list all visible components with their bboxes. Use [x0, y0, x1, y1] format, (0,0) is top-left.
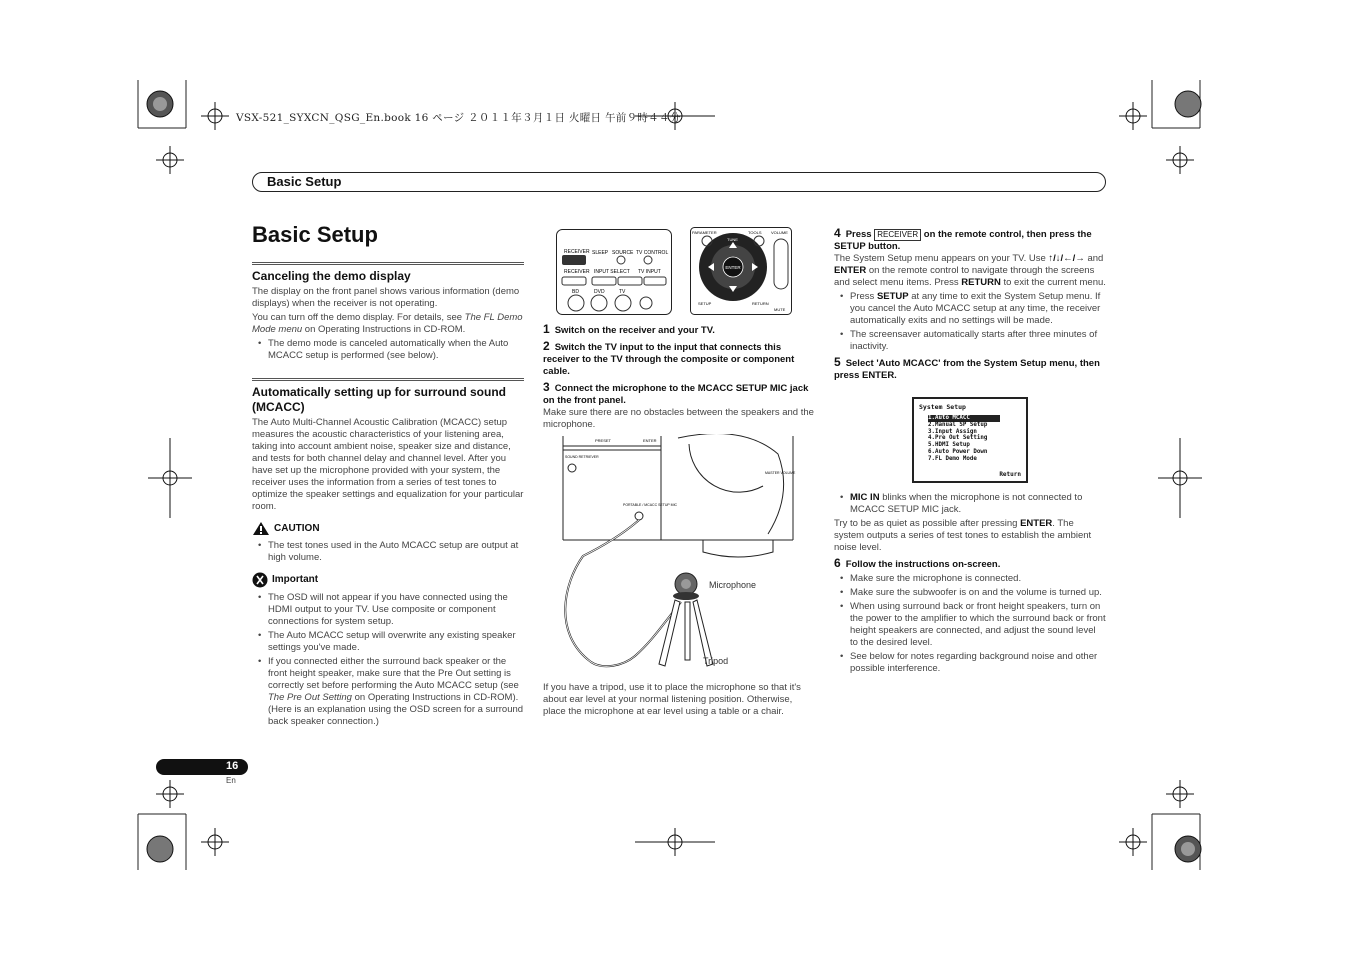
step-6-bullets [834, 573, 1106, 675]
tripod-note: If you have a tripod, use it to place the microphone so that it's about ear level at your normal listening position. Otherwise, place the microphone at ear level using a table or a chair. [543, 682, 801, 717]
remote-label-tune: TUNE [727, 237, 738, 242]
remote-illustration-left [556, 229, 672, 315]
system-setup-osd [912, 397, 1028, 483]
list-item: • The demo mode is canceled automatically when the Auto MCACC setup is performed (see below). [252, 338, 524, 362]
remote-label-receiver-2: RECEIVER [564, 269, 590, 275]
list-item: • See below for notes regarding background noise and other possible interference. [834, 651, 1106, 675]
panel-label-master-volume: MASTER VOLUME [765, 471, 796, 475]
osd-menu-item: 2.Manual SP Setup [928, 421, 988, 428]
list-item: • The screensaver automatically starts after three minutes of inactivity. [834, 329, 1106, 353]
demo-paragraph-1: The display on the front panel shows various information (demo displays) when the receiver is not operating. [252, 286, 520, 309]
important-bullets [252, 592, 524, 728]
remote-label-mute: MUTE [774, 307, 786, 312]
label-microphone: Microphone [709, 580, 757, 590]
panel-label-preset: PRESET [595, 438, 612, 443]
important-icon [252, 572, 268, 588]
step-5: 5 Select 'Auto MCACC' from the System Setup menu, then press ENTER. [834, 355, 1100, 381]
remote-label-tv-input: TV INPUT [638, 269, 661, 275]
demo-heading: Canceling the demo display [252, 269, 411, 283]
panel-label-mic-jack: PORTABLE / MCACC SETUP MIC [623, 503, 678, 507]
remote-label-sleep: SLEEP [592, 250, 609, 256]
osd-menu [928, 415, 1000, 463]
label-tripod: Tripod [703, 656, 729, 666]
mcacc-heading: Automatically setting up for surround sound (MCACC) [252, 385, 507, 414]
page-title: Basic Setup [252, 222, 378, 247]
mic-in-bullets [834, 492, 1106, 516]
list-item: • The Auto MCACC setup will overwrite any existing speaker settings you've made. [252, 630, 524, 654]
mic-setup-illustration [543, 434, 815, 674]
step-4: 4 Press RECEIVER on the remote control, then press the SETUP button. [834, 226, 1092, 252]
section-header-bar [252, 172, 1106, 192]
column-left [252, 262, 524, 730]
remote-label-dvd: DVD [594, 289, 605, 295]
step-3: 3 Connect the microphone to the MCACC SETUP MIC jack on the front panel. [543, 380, 809, 406]
caution-label-row [252, 521, 524, 536]
important-label: Important [272, 574, 319, 585]
section-header-label: Basic Setup [267, 174, 342, 189]
caution-bullets [252, 540, 524, 564]
remote-label-setup: SETUP [698, 301, 712, 306]
column-middle [543, 320, 815, 433]
print-header: VSX-521_SYXCN_QSG_En.book 16 ページ ２０１１年３月１日 火曜日 午前９時４４分 [236, 112, 681, 124]
list-item: • The OSD will not appear if you have connected using the HDMI output to your TV. Use composite or component connections for system setup. [252, 592, 524, 628]
remote-label-parameter: PARAMETER [692, 230, 717, 235]
page-number: 16 [226, 760, 239, 772]
osd-menu-item: 3.Input Assign [928, 428, 977, 435]
caution-label: CAUTION [274, 522, 320, 534]
osd-return: Return [999, 471, 1021, 478]
osd-menu-item: 5.HDMI Setup [928, 442, 970, 449]
remote-label-input-select: INPUT SELECT [594, 269, 630, 275]
remote-label-tv: TV [619, 289, 626, 295]
step-3-note: Make sure there are no obstacles between the speakers and the microphone. [543, 407, 814, 430]
remote-label-tv-control: TV CONTROL [636, 250, 669, 256]
step-1: 1 Switch on the receiver and your TV. [543, 322, 715, 336]
osd-menu-item-auto-mcacc: 1.Auto MCACC [928, 415, 1000, 422]
list-item: • Press SETUP at any time to exit the System Setup menu. If you cancel the Auto MCACC setup at any time, the receiver automatically exits and no settings will be made. [834, 291, 1106, 327]
step-6: 6 Follow the instructions on-screen. [834, 556, 1001, 570]
column-right [834, 224, 1106, 382]
list-item: • Make sure the microphone is connected. [834, 573, 1106, 585]
list-item: • MIC IN blinks when the microphone is not connected to MCACC SETUP MIC jack. [834, 492, 1106, 516]
osd-title: System Setup [919, 403, 966, 411]
remote-illustration-right [690, 227, 792, 315]
panel-label-sound-retriever: SOUND RETRIEVER [565, 455, 599, 459]
remote-label-source: SOURCE [612, 250, 634, 256]
demo-paragraph-2: You can turn off the demo display. For details, see The FL Demo Mode menu on Operating Instructions in CD-ROM. [252, 312, 523, 335]
remote-label-tools: TOOLS [748, 230, 762, 235]
list-item: • If you connected either the surround back speaker or the front height speaker, make sure that the Pre Out setting is correctly set before performing the Auto MCACC setup (see The Pre Out Setting on Operating Instructions in CD-ROM). (Here is an explanation using the OSD screen for a surround back speaker connection.) [252, 656, 524, 728]
remote-label-bd: BD [572, 289, 579, 295]
mcacc-paragraph: The Auto Multi-Channel Acoustic Calibration (MCACC) setup measures the acoustic characteristics of your listening area, taking into account ambient noise, speaker size and distance, and tests for both channel delay and channel level. After you have set up the microphone provided with your system, the receiver uses the information from a series of test tones to optimize the speaker settings and equalization for your particular room. [252, 417, 524, 512]
remote-label-enter: ENTER [725, 265, 741, 270]
demo-bullets [252, 338, 524, 362]
quiet-note: Try to be as quiet as possible after pressing ENTER. The system outputs a series of test tones to establish the ambient noise level. [834, 518, 1092, 553]
page-language: En [226, 776, 236, 785]
step-4-bullets [834, 291, 1106, 353]
important-label-row [252, 572, 524, 588]
osd-menu-item: 4.Pre Out Setting [928, 435, 988, 442]
step-4-note: The System Setup menu appears on your TV. Use ↑/↓/←/→ and ENTER on the remote control to navigate through the screens and select menu items. Press RETURN to exit the current menu. [834, 253, 1106, 288]
remote-label-return: RETURN [752, 301, 769, 306]
list-item: • The test tones used in the Auto MCACC setup are output at high volume. [252, 540, 524, 564]
remote-label-volume: VOLUME [771, 230, 788, 235]
osd-menu-item: 6.Auto Power Down [928, 448, 988, 455]
warning-icon [252, 521, 270, 536]
mcacc-section [252, 378, 524, 415]
tripod-note-block [543, 682, 815, 720]
step-2: 2 Switch the TV input to the input that connects this receiver to the TV through the composite or component cable. [543, 339, 795, 377]
panel-label-enter: ENTER [643, 438, 657, 443]
demo-section [252, 262, 524, 284]
remote-label-receiver: RECEIVER [564, 249, 590, 255]
column-right-lower [834, 490, 1106, 677]
osd-menu-item: 7.FL Demo Mode [928, 455, 977, 462]
list-item: • When using surround back or front height speakers, turn on the power to the amplifier to which the surround back or front height speakers are connected, and adjust the sound level to the desired level. [834, 601, 1106, 649]
receiver-key: RECEIVER [874, 229, 921, 241]
list-item: • Make sure the subwoofer is on and the volume is turned up. [834, 587, 1106, 599]
